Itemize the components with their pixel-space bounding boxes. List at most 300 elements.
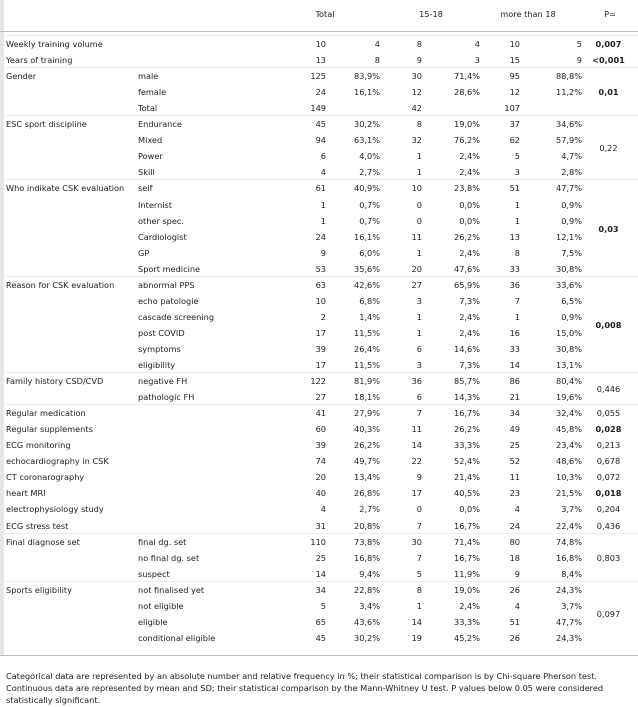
age-15-18-pct: 2,4% <box>459 311 480 322</box>
age-over-18-pct: 8,4% <box>561 568 582 579</box>
row-sublabel: eligibility <box>138 360 176 370</box>
row-sublabel <box>138 421 258 437</box>
age-15-18-n: 1 <box>416 167 422 178</box>
age-over-18-pct: 16,8% <box>555 552 582 563</box>
header-age-15-18: 15-18 <box>419 9 443 19</box>
age-over-18-pct: 11,2% <box>555 87 582 98</box>
age-15-18-pct: 19,0% <box>453 584 480 595</box>
row-label: Years of training <box>6 55 73 66</box>
age-over-18-pct: 74,8% <box>555 536 582 547</box>
age-over-18-n: 23 <box>509 488 520 499</box>
total-pct: 43,6% <box>353 616 380 627</box>
age-15-18-pct: 26,2% <box>453 424 480 435</box>
total-pct: 49,7% <box>353 456 380 467</box>
age-over-18-n: 80 <box>509 536 520 547</box>
row-sublabel <box>138 36 258 52</box>
p-value <box>587 164 630 180</box>
row-sublabel: conditional eligible <box>138 632 216 643</box>
total-pct: 2,7% <box>359 167 380 178</box>
age-over-18-n: 9 <box>514 568 520 579</box>
age-over-18-n: 21 <box>509 392 520 403</box>
total-n: 24 <box>315 87 326 98</box>
total-n: 149 <box>310 103 326 114</box>
age-15-18-n: 1 <box>416 327 422 338</box>
age-15-18-n: 11 <box>411 231 422 242</box>
total-n: 39 <box>315 440 326 451</box>
age-15-18-pct: 45,2% <box>453 632 480 643</box>
age-over-18-n: 34 <box>509 408 520 419</box>
age-15-18-n: 14 <box>411 616 422 627</box>
p-value <box>587 116 630 132</box>
row-label <box>6 164 134 180</box>
p-value: 0,678 <box>596 456 621 467</box>
age-15-18-n: 19 <box>411 632 422 643</box>
age-15-18-n: 8 <box>416 584 422 595</box>
total-pct: 27,9% <box>353 408 380 419</box>
p-value <box>587 180 630 196</box>
total-pct: 0,7% <box>359 199 380 210</box>
p-value <box>587 293 630 309</box>
total-n: 2 <box>320 311 326 322</box>
row-divider <box>0 35 638 36</box>
total-pct: 2,7% <box>359 504 380 515</box>
row-sublabel <box>138 405 258 421</box>
total-pct: 16,1% <box>353 231 380 242</box>
age-over-18-n: 3 <box>514 167 520 178</box>
row-label <box>6 245 134 261</box>
row-label <box>6 84 134 100</box>
row-label: Weekly training volume <box>6 39 103 49</box>
age-over-18-pct: 0,9% <box>561 199 582 210</box>
total-n: 125 <box>310 71 326 82</box>
age-15-18-n: 7 <box>416 552 422 563</box>
row-sublabel <box>138 52 258 68</box>
age-15-18-n: 7 <box>416 520 422 531</box>
total-n: 45 <box>315 119 326 130</box>
total-pct: 83,9% <box>353 71 380 82</box>
total-pct: 81,9% <box>353 376 380 387</box>
total-n: 94 <box>315 135 326 146</box>
row-sublabel <box>138 437 258 453</box>
row-label: CT coronarography <box>6 472 85 483</box>
age-15-18-pct: 26,2% <box>453 231 480 242</box>
row-label: Regular supplements <box>6 424 93 435</box>
total-pct: 4,0% <box>359 151 380 162</box>
age-15-18-pct: 71,4% <box>453 536 480 547</box>
age-over-18-n: 25 <box>509 440 520 451</box>
total-n: 27 <box>315 392 326 403</box>
age-15-18-n: 36 <box>411 376 422 387</box>
age-over-18-n: 18 <box>509 552 520 563</box>
total-pct: 40,9% <box>353 183 380 194</box>
age-over-18-pct: 24,3% <box>555 584 582 595</box>
row-sublabel: GP <box>138 247 150 258</box>
age-15-18-pct: 16,7% <box>453 552 480 563</box>
row-sublabel: Total <box>138 103 158 114</box>
row-label <box>6 309 134 325</box>
row-label: Gender <box>6 71 37 82</box>
age-over-18-n: 33 <box>509 343 520 354</box>
p-value: 0,436 <box>596 520 621 531</box>
total-n: 24 <box>315 231 326 242</box>
age-over-18-pct: 9 <box>576 55 582 66</box>
age-15-18-pct: 16,7% <box>453 408 480 419</box>
row-label: Reason for CSK evaluation <box>6 279 115 290</box>
age-15-18-pct: 28,6% <box>453 87 480 98</box>
age-over-18-n: 62 <box>509 135 520 146</box>
age-over-18-n: 4 <box>514 504 520 515</box>
total-pct: 4 <box>374 39 380 49</box>
age-over-18-pct: 10,3% <box>555 472 582 483</box>
p-value <box>587 100 630 116</box>
row-label <box>6 213 134 229</box>
row-sublabel: suspect <box>138 568 170 579</box>
row-sublabel: female <box>138 87 167 98</box>
total-pct: 42,6% <box>353 279 380 290</box>
total-n: 4 <box>320 167 326 178</box>
total-n: 40 <box>315 488 326 499</box>
total-pct: 30,2% <box>353 119 380 130</box>
age-over-18-n: 14 <box>509 360 520 370</box>
row-divider <box>0 372 638 373</box>
row-divider <box>0 115 638 116</box>
age-15-18-pct: 33,3% <box>453 616 480 627</box>
row-divider <box>0 276 638 277</box>
age-over-18-pct: 45,8% <box>555 424 582 435</box>
age-15-18-pct <box>440 100 480 116</box>
total-n: 17 <box>315 327 326 338</box>
age-15-18-pct: 76,2% <box>453 135 480 146</box>
age-15-18-pct: 33,3% <box>453 440 480 451</box>
age-over-18-pct: 47,7% <box>555 616 582 627</box>
total-n: 65 <box>315 616 326 627</box>
total-n: 61 <box>315 183 326 194</box>
total-n: 39 <box>315 343 326 354</box>
total-pct: 16,8% <box>353 552 380 563</box>
age-15-18-pct: 65,9% <box>453 279 480 290</box>
group-p-value: 0,446 <box>596 384 621 395</box>
row-label: Sports eligibility <box>6 584 72 595</box>
age-over-18-n: 5 <box>514 151 520 162</box>
row-label <box>6 630 134 646</box>
age-over-18-pct: 34,6% <box>555 119 582 130</box>
age-over-18-n: 51 <box>509 616 520 627</box>
total-pct: 35,6% <box>353 263 380 274</box>
row-sublabel: pathologic FH <box>138 392 195 403</box>
total-n: 1 <box>320 215 326 226</box>
age-over-18-n: 24 <box>509 520 520 531</box>
age-15-18-n: 10 <box>411 183 422 194</box>
age-15-18-n: 9 <box>416 55 422 66</box>
row-label: Final diagnose set <box>6 536 80 547</box>
age-15-18-pct: 47,6% <box>453 263 480 274</box>
age-15-18-pct: 7,3% <box>459 360 480 370</box>
total-n: 25 <box>315 552 326 563</box>
age-over-18-pct: 0,9% <box>561 215 582 226</box>
age-over-18-pct: 57,9% <box>555 135 582 146</box>
age-over-18-pct: 48,6% <box>555 456 582 467</box>
age-15-18-pct: 71,4% <box>453 71 480 82</box>
p-value: 0,028 <box>595 424 622 435</box>
age-over-18-pct: 80,4% <box>555 376 582 387</box>
total-n: 13 <box>315 55 326 66</box>
age-over-18-pct: 30,8% <box>555 343 582 354</box>
total-pct: 11,5% <box>353 327 380 338</box>
row-label: electrophysiology study <box>6 504 104 515</box>
age-over-18-n: 10 <box>509 39 520 49</box>
row-sublabel: Mixed <box>138 135 163 146</box>
row-label: ESC sport discipline <box>6 119 87 130</box>
age-15-18-pct: 2,4% <box>459 247 480 258</box>
row-label: Regular medication <box>6 408 86 419</box>
age-over-18-n: 13 <box>509 231 520 242</box>
total-n: 17 <box>315 360 326 370</box>
total-n: 5 <box>320 600 326 611</box>
age-15-18-n: 20 <box>411 263 422 274</box>
age-15-18-n: 32 <box>411 135 422 146</box>
total-n: 60 <box>315 424 326 435</box>
age-15-18-pct: 14,6% <box>453 343 480 354</box>
row-divider <box>0 67 638 68</box>
age-15-18-pct: 21,4% <box>453 472 480 483</box>
p-value <box>587 534 630 550</box>
age-over-18-pct: 19,6% <box>555 392 582 403</box>
age-over-18-pct: 13,1% <box>555 360 582 370</box>
row-sublabel: Endurance <box>138 119 182 130</box>
header-rule <box>0 31 638 32</box>
total-n: 4 <box>320 504 326 515</box>
age-over-18-pct: 33,6% <box>555 279 582 290</box>
row-label <box>6 566 134 582</box>
age-over-18-n: 15 <box>509 55 520 66</box>
row-sublabel: abnormal PPS <box>138 279 195 290</box>
total-n: 10 <box>315 39 326 49</box>
row-sublabel: no final dg. set <box>138 552 200 563</box>
age-15-18-n: 27 <box>411 279 422 290</box>
total-pct: 63,1% <box>353 135 380 146</box>
row-sublabel: not eligible <box>138 600 184 611</box>
age-over-18-pct: 32,4% <box>555 408 582 419</box>
total-pct: 26,2% <box>353 440 380 451</box>
total-pct: 6,8% <box>359 295 380 306</box>
age-over-18-n: 37 <box>509 119 520 130</box>
age-over-18-pct: 15,0% <box>555 327 582 338</box>
row-sublabel: other spec. <box>138 215 185 226</box>
row-label <box>6 229 134 245</box>
row-sublabel <box>138 518 258 534</box>
age-over-18-n: 26 <box>509 632 520 643</box>
age-over-18-n: 12 <box>509 87 520 98</box>
age-15-18-pct: 0,0% <box>459 199 480 210</box>
age-over-18-n: 51 <box>509 183 520 194</box>
age-over-18-n: 8 <box>514 247 520 258</box>
age-15-18-pct: 11,9% <box>453 568 480 579</box>
age-over-18-pct: 3,7% <box>561 504 582 515</box>
age-over-18-n: 52 <box>509 456 520 467</box>
age-15-18-n: 3 <box>416 360 422 370</box>
age-15-18-pct: 14,3% <box>453 392 480 403</box>
table-footnote: Categorical data are represented by an absolute number and relative frequency in %; their statistical comparison is by Chi-square Pherson test. Continuous data are represented by mean and SD; their statistical comparison by the Mann-Whitney U test. P values below 0.05 were considered statistically significant. <box>6 671 604 705</box>
total-pct: 1,4% <box>359 311 380 322</box>
total-n: 1 <box>320 199 326 210</box>
age-over-18-n: 95 <box>509 71 520 82</box>
row-divider <box>0 179 638 180</box>
row-divider <box>0 581 638 582</box>
age-15-18-pct: 16,7% <box>453 520 480 531</box>
group-p-value: 0,097 <box>596 608 621 619</box>
total-n: 10 <box>315 295 326 306</box>
p-value <box>587 277 630 293</box>
age-15-18-n: 1 <box>416 600 422 611</box>
row-sublabel: echo patologie <box>138 295 199 306</box>
p-value: 0,204 <box>596 504 621 515</box>
row-sublabel: Cardiologist <box>138 231 187 242</box>
total-n: 9 <box>320 247 326 258</box>
total-n: 45 <box>315 632 326 643</box>
total-pct: 3,4% <box>359 600 380 611</box>
age-15-18-n: 7 <box>416 408 422 419</box>
age-15-18-pct: 0,0% <box>459 504 480 515</box>
age-over-18-pct: 22,4% <box>555 520 582 531</box>
row-label <box>6 132 134 148</box>
age-15-18-n: 42 <box>411 103 422 114</box>
row-sublabel: male <box>138 71 159 82</box>
total-pct: 22,8% <box>353 584 380 595</box>
total-pct: 30,2% <box>353 632 380 643</box>
age-15-18-pct: 85,7% <box>453 376 480 387</box>
age-over-18-pct: 3,7% <box>561 600 582 611</box>
age-over-18-pct: 30,8% <box>555 263 582 274</box>
total-pct <box>340 100 380 116</box>
total-n: 6 <box>320 151 326 162</box>
age-15-18-n: 30 <box>411 71 422 82</box>
group-p-value: 0,22 <box>599 143 618 154</box>
total-pct: 26,8% <box>353 488 380 499</box>
age-15-18-n: 8 <box>416 119 422 130</box>
row-label: heart MRI <box>6 488 46 499</box>
p-value <box>587 582 630 598</box>
row-label <box>6 550 134 566</box>
age-15-18-n: 3 <box>416 295 422 306</box>
age-15-18-pct: 4 <box>474 39 480 49</box>
row-label <box>6 261 134 277</box>
row-label: echocardiography in CSK <box>6 456 109 467</box>
total-n: 110 <box>310 536 326 547</box>
age-15-18-n: 17 <box>411 488 422 499</box>
total-n: 31 <box>315 520 326 531</box>
row-sublabel <box>138 485 258 501</box>
left-edge-bar <box>0 0 4 655</box>
age-15-18-pct: 23,8% <box>453 183 480 194</box>
age-over-18-n: 11 <box>509 472 520 483</box>
age-over-18-pct: 4,7% <box>561 151 582 162</box>
age-15-18-n: 22 <box>411 456 422 467</box>
group-p-value: 0,03 <box>598 223 619 234</box>
header-total: Total <box>315 9 335 19</box>
age-15-18-pct: 52,4% <box>453 456 480 467</box>
row-sublabel: Internist <box>138 199 173 210</box>
p-value <box>587 68 630 84</box>
total-n: 122 <box>310 376 326 387</box>
age-over-18-pct: 7,5% <box>561 247 582 258</box>
total-pct: 18,1% <box>353 392 380 403</box>
age-15-18-n: 1 <box>416 151 422 162</box>
age-15-18-n: 0 <box>416 215 422 226</box>
row-sublabel <box>138 453 258 469</box>
total-pct: 11,5% <box>353 360 380 370</box>
row-label <box>6 100 134 116</box>
row-sublabel: negative FH <box>138 376 188 387</box>
row-label <box>6 325 134 341</box>
row-label: ECG stress test <box>6 520 69 531</box>
total-n: 41 <box>315 408 326 419</box>
age-over-18-pct <box>542 100 582 116</box>
p-value <box>587 341 630 357</box>
group-p-value: 0,803 <box>596 552 621 563</box>
age-over-18-n: 86 <box>509 376 520 387</box>
p-value <box>587 357 630 373</box>
row-sublabel: post COVID <box>138 327 185 338</box>
row-sublabel: cascade screening <box>138 311 215 322</box>
row-sublabel: final dg. set <box>138 536 187 547</box>
row-label <box>6 614 134 630</box>
age-over-18-n: 1 <box>514 199 520 210</box>
row-divider <box>0 404 638 405</box>
total-n: 63 <box>315 279 326 290</box>
row-sublabel: Power <box>138 151 163 162</box>
age-15-18-pct: 40,5% <box>453 488 480 499</box>
age-over-18-pct: 88,8% <box>555 71 582 82</box>
age-over-18-pct: 23,4% <box>555 440 582 451</box>
row-label <box>6 341 134 357</box>
age-15-18-pct: 2,4% <box>459 327 480 338</box>
age-over-18-pct: 24,3% <box>555 632 582 643</box>
row-sublabel: Skill <box>138 167 155 178</box>
row-sublabel: eligible <box>138 616 168 627</box>
row-sublabel <box>138 469 258 485</box>
row-sublabel: self <box>138 183 153 194</box>
p-value: 0,072 <box>596 472 621 483</box>
total-n: 74 <box>315 456 326 467</box>
row-label <box>6 389 134 405</box>
p-value: 0,055 <box>596 408 621 419</box>
p-value <box>587 245 630 261</box>
row-sublabel: symptoms <box>138 343 181 354</box>
total-pct: 6,0% <box>359 247 380 258</box>
age-15-18-n: 6 <box>416 343 422 354</box>
age-over-18-n: 4 <box>514 600 520 611</box>
row-label <box>6 357 134 373</box>
p-value: 0,01 <box>598 87 619 98</box>
p-value: <0,001 <box>592 55 625 66</box>
age-15-18-pct: 2,4% <box>459 600 480 611</box>
age-15-18-n: 30 <box>411 536 422 547</box>
age-15-18-n: 5 <box>416 568 422 579</box>
age-over-18-pct: 21,5% <box>555 488 582 499</box>
age-over-18-n: 1 <box>514 311 520 322</box>
age-15-18-n: 0 <box>416 504 422 515</box>
total-pct: 26,4% <box>353 343 380 354</box>
row-sublabel <box>138 501 258 517</box>
row-label <box>6 148 134 164</box>
age-15-18-n: 1 <box>416 311 422 322</box>
p-value: 0,007 <box>595 39 622 49</box>
age-over-18-n: 1 <box>514 215 520 226</box>
row-label: ECG monitoring <box>6 440 71 451</box>
age-over-18-n: 107 <box>504 103 520 114</box>
total-n: 14 <box>315 568 326 579</box>
age-15-18-pct: 7,3% <box>459 295 480 306</box>
